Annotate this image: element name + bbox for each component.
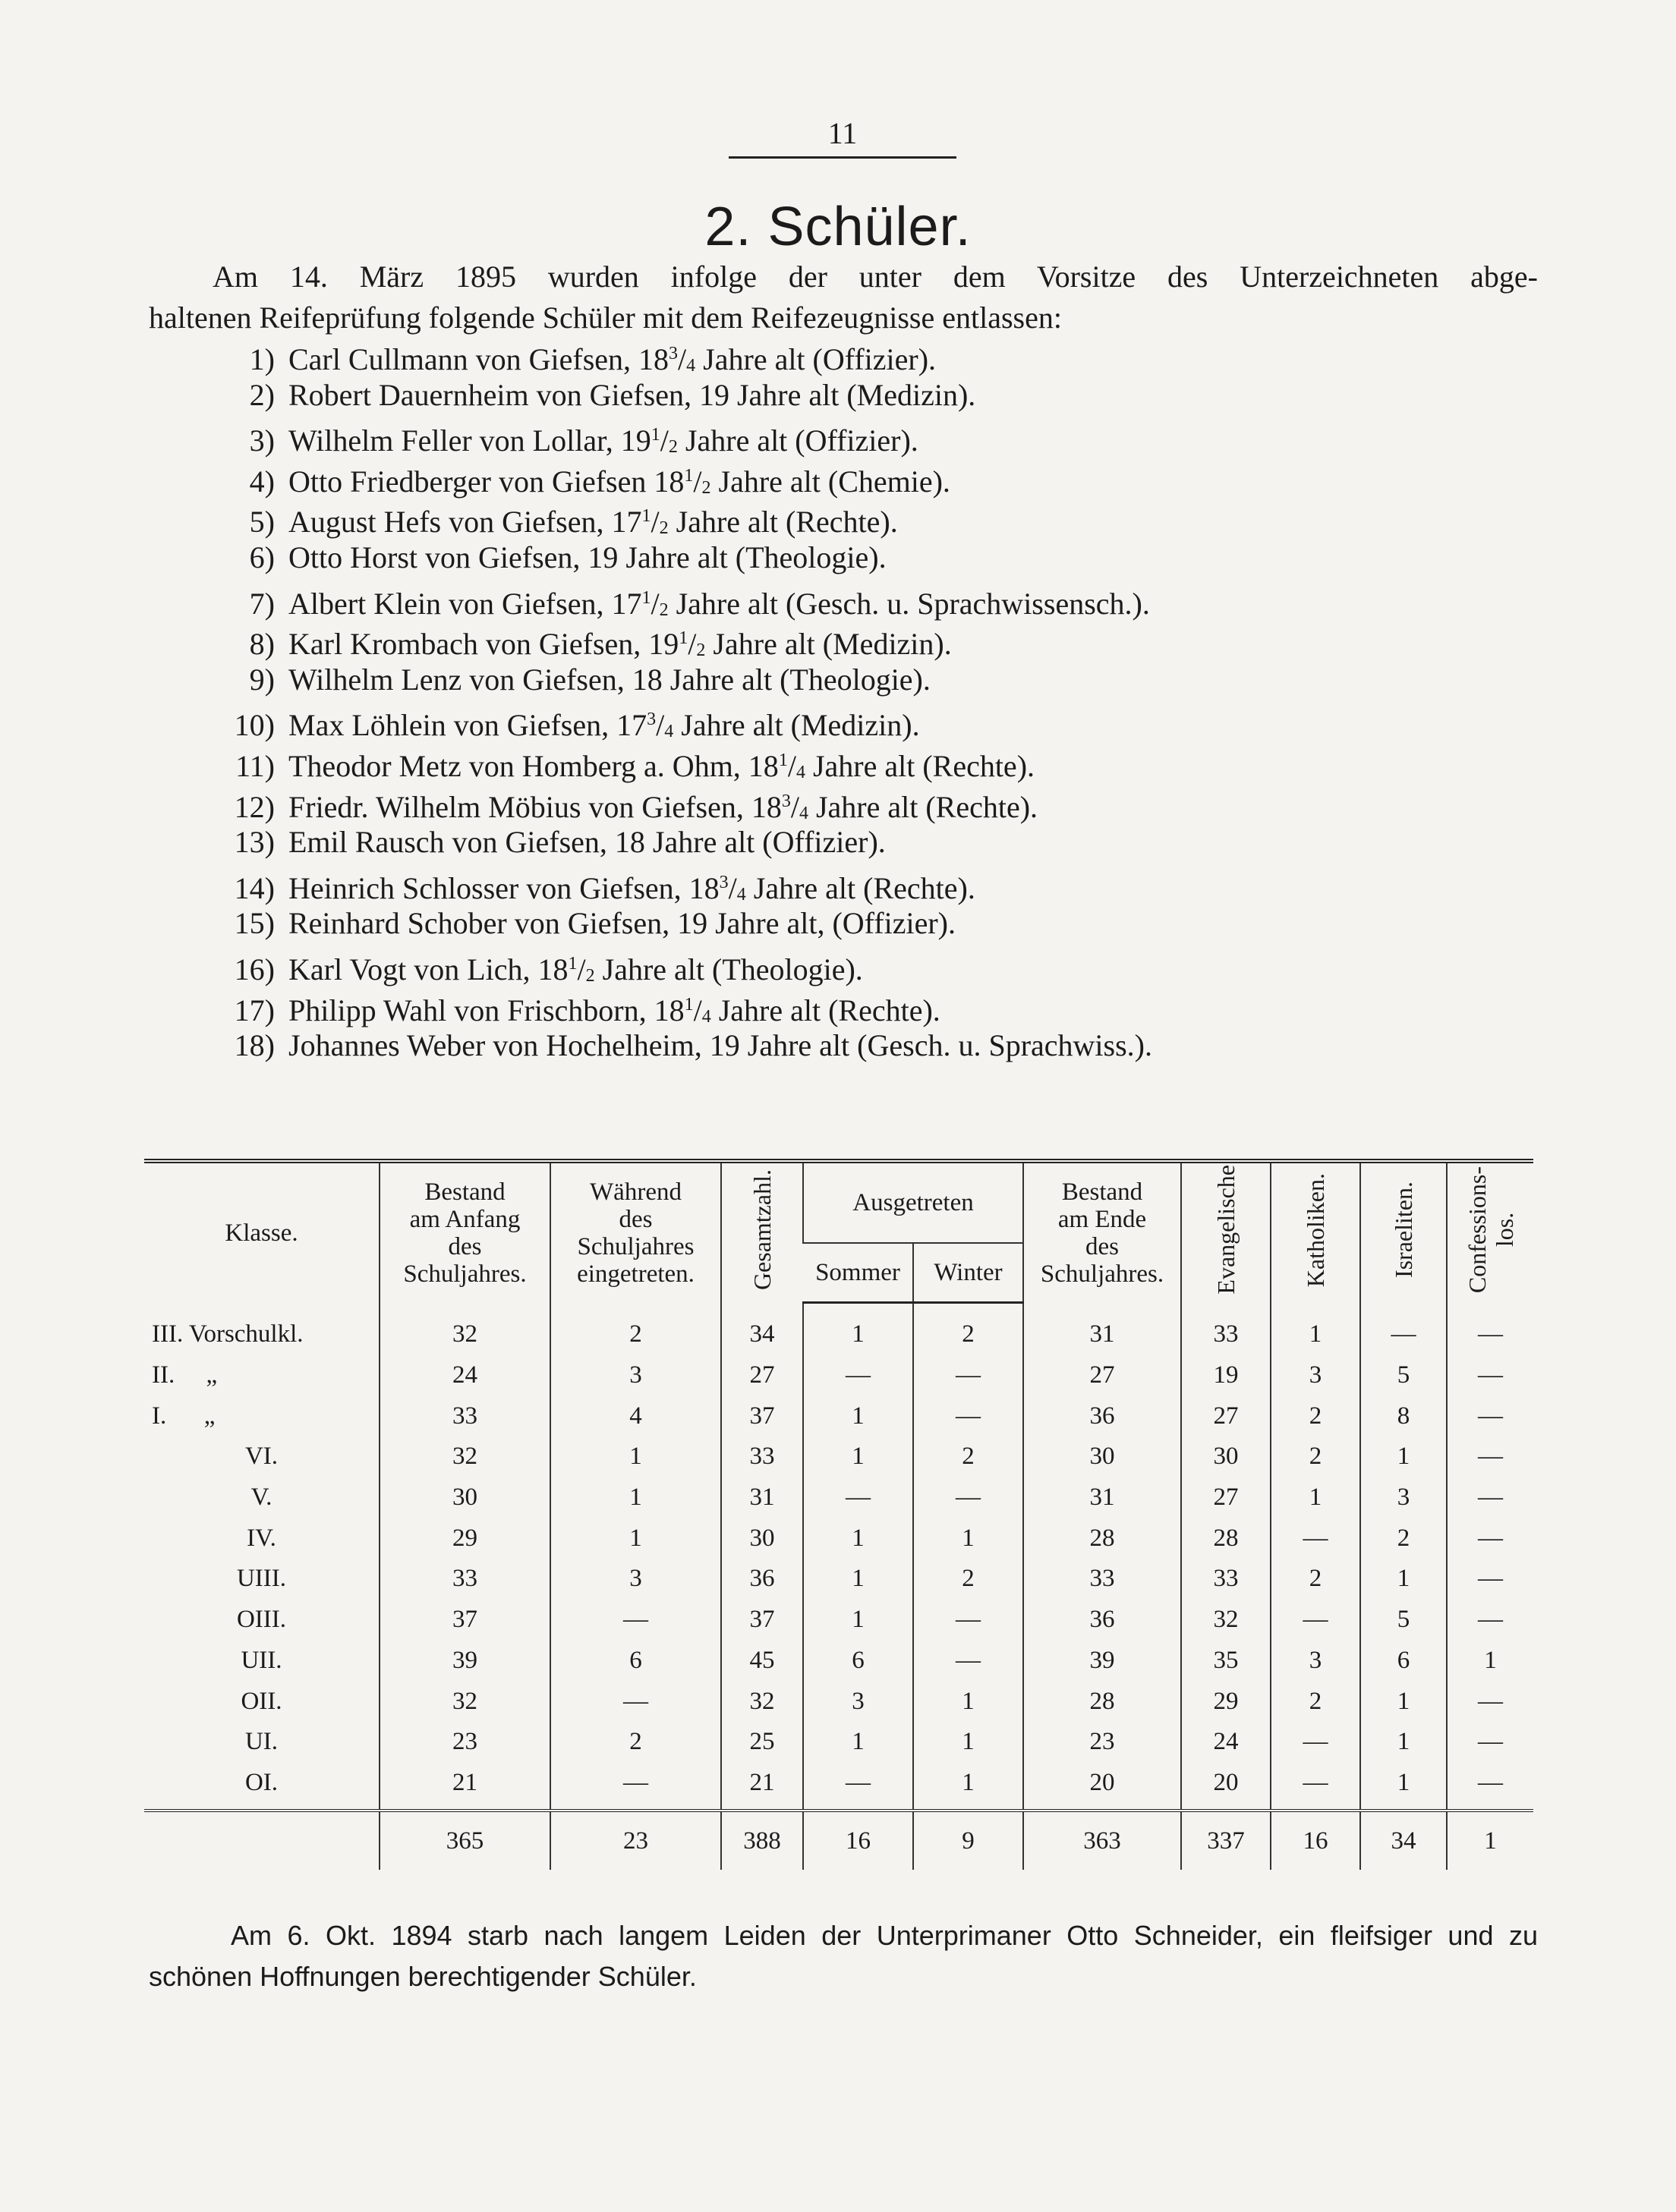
- fraction-numerator: 1: [684, 465, 694, 486]
- cell-kath: —: [1271, 1600, 1360, 1641]
- cell-anfang: 32: [380, 1436, 550, 1477]
- cell-eingetreten: 1: [550, 1436, 721, 1477]
- graduate-item: [249, 618, 1579, 662]
- cell-anfang: 32: [380, 1303, 550, 1355]
- graduate-text-rest: Jahre alt (Medizin).: [705, 627, 952, 662]
- total-eingetreten: 23: [550, 1811, 721, 1870]
- cell-eingetreten: 1: [550, 1518, 721, 1559]
- graduate-text: Philipp Wahl von Frischborn, 18: [288, 993, 685, 1027]
- graduate-number: 12): [234, 789, 275, 824]
- fraction-numerator: 3: [719, 872, 729, 892]
- fraction-denominator: 4: [701, 1006, 711, 1027]
- graduate-text-rest: Jahre alt (Rechte).: [808, 789, 1038, 824]
- fraction-denominator: 2: [696, 640, 706, 661]
- cell-kath: 3: [1271, 1355, 1360, 1396]
- fraction-slash: /: [678, 342, 687, 376]
- cell-anfang: 24: [380, 1355, 550, 1396]
- fraction-slash: /: [693, 464, 702, 499]
- cell-winter: 1: [913, 1763, 1023, 1811]
- header-gesamtzahl: Gesamtzahl.: [721, 1161, 803, 1303]
- graduate-text-rest: Jahre alt (Gesch. u. Sprachwissensch.).: [668, 586, 1150, 621]
- total-katholiken: 16: [1271, 1811, 1360, 1870]
- footnote-line-1: Am 6. Okt. 1894 starb nach langem Leiden der Unterprimaner Otto Schneider, ein fleifsiger und zu: [231, 1920, 1538, 1951]
- cell-klasse: I. „: [152, 1402, 216, 1430]
- graduate-text-rest: Jahre alt (Rechte).: [745, 870, 975, 905]
- cell-winter: 1: [913, 1518, 1023, 1559]
- table-row: [144, 1559, 1533, 1600]
- cell-ev: 30: [1181, 1436, 1271, 1477]
- graduate-item: [234, 822, 1579, 863]
- graduate-text: August Hefs von Giefsen, 17: [288, 505, 642, 540]
- cell-anfang: 37: [380, 1600, 550, 1641]
- graduate-text: Otto Friedberger von Giefsen 18: [288, 464, 685, 499]
- graduate-number: 10): [234, 708, 275, 743]
- graduate-text: Karl Krombach von Giefsen, 19: [288, 627, 679, 662]
- graduate-number: 2): [249, 377, 275, 412]
- header-evangelische: Evangelische: [1181, 1161, 1271, 1303]
- cell-ev: 27: [1181, 1395, 1271, 1436]
- graduate-text: Wilhelm Lenz von Giefsen, 18 Jahre alt (Theologie).: [288, 662, 931, 697]
- cell-ev: 32: [1181, 1600, 1271, 1641]
- header-confessionslos: Confessions- los.: [1447, 1161, 1533, 1303]
- graduate-text: Johannes Weber von Hochelheim, 19 Jahre alt (Gesch. u. Sprachwiss.).: [288, 1028, 1152, 1063]
- cell-isr: 1: [1360, 1559, 1447, 1600]
- page-number-rule: [729, 156, 956, 159]
- graduate-text-rest: Jahre alt (Offizier).: [695, 342, 937, 376]
- fraction-numerator: 3: [781, 791, 791, 811]
- cell-ende: 39: [1023, 1641, 1181, 1682]
- graduate-number: 13): [234, 825, 275, 860]
- graduate-item: [234, 985, 1579, 1027]
- header-klasse: Klasse.: [144, 1161, 380, 1303]
- cell-kath: 1: [1271, 1303, 1360, 1355]
- cell-winter: 1: [913, 1722, 1023, 1763]
- cell-gesamt: 31: [721, 1477, 803, 1518]
- fraction-slash: /: [656, 708, 665, 743]
- cell-conf: —: [1447, 1477, 1533, 1518]
- cell-ev: 33: [1181, 1559, 1271, 1600]
- cell-sommer: —: [803, 1477, 913, 1518]
- fraction-numerator: 3: [669, 344, 679, 363]
- fraction-denominator: 4: [664, 722, 674, 742]
- cell-ende: 20: [1023, 1763, 1181, 1811]
- cell-ende: 31: [1023, 1477, 1181, 1518]
- cell-isr: 5: [1360, 1355, 1447, 1396]
- fraction-numerator: 1: [679, 628, 688, 649]
- footnote-line-2: schönen Hoffnungen berechtigender Schüler.: [149, 1961, 697, 1992]
- cell-ev: 19: [1181, 1355, 1271, 1396]
- fraction-denominator: 2: [659, 599, 669, 620]
- table-row: [144, 1681, 1533, 1722]
- cell-winter: 2: [913, 1436, 1023, 1477]
- intro-line-1: Am 14. März 1895 wurden infolge der unter dem Vorsitze des Unterzeichneten abge-: [213, 260, 1538, 294]
- cell-conf: —: [1447, 1436, 1533, 1477]
- cell-gesamt: 34: [721, 1303, 803, 1355]
- cell-gesamt: 30: [721, 1518, 803, 1559]
- fraction-numerator: 1: [568, 953, 578, 974]
- cell-kath: —: [1271, 1763, 1360, 1811]
- cell-ende: 33: [1023, 1559, 1181, 1600]
- graduate-text: Heinrich Schlosser von Giefsen, 18: [288, 870, 720, 905]
- cell-anfang: 33: [380, 1395, 550, 1436]
- cell-anfang: 30: [380, 1477, 550, 1518]
- cell-sommer: 1: [803, 1559, 913, 1600]
- cell-ende: 36: [1023, 1395, 1181, 1436]
- graduate-text: Emil Rausch von Giefsen, 18 Jahre alt (Offizier).: [288, 825, 886, 860]
- total-winter: 9: [913, 1811, 1023, 1870]
- cell-anfang: 39: [380, 1641, 550, 1682]
- page-number: 11: [827, 116, 858, 150]
- table-row: [144, 1722, 1533, 1763]
- cell-sommer: 1: [803, 1303, 913, 1355]
- cell-ende: 28: [1023, 1681, 1181, 1722]
- cell-eingetreten: —: [550, 1681, 721, 1722]
- graduate-item: [235, 741, 1579, 783]
- cell-eingetreten: 1: [550, 1477, 721, 1518]
- total-sommer: 16: [803, 1811, 913, 1870]
- graduate-text: Wilhelm Feller von Lollar, 19: [288, 423, 651, 458]
- header-bestand-ende: Bestand am Ende des Schuljahres.: [1023, 1161, 1181, 1303]
- fraction-denominator: 2: [585, 965, 595, 986]
- cell-kath: 1: [1271, 1477, 1360, 1518]
- cell-anfang: 29: [380, 1518, 550, 1559]
- fraction-numerator: 1: [778, 750, 788, 770]
- header-bestand-anfang: Bestand am Anfang des Schuljahres.: [380, 1161, 550, 1303]
- cell-sommer: 3: [803, 1681, 913, 1722]
- graduate-text: Karl Vogt von Lich, 18: [288, 952, 569, 986]
- cell-anfang: 32: [380, 1681, 550, 1722]
- graduate-item: [234, 1025, 1579, 1066]
- graduate-number: 1): [249, 342, 275, 376]
- fraction-slash: /: [688, 627, 697, 662]
- graduate-number: 8): [249, 627, 275, 662]
- fraction-denominator: 2: [701, 477, 711, 498]
- graduate-number: 9): [249, 662, 275, 697]
- graduate-text: Carl Cullmann von Giefsen, 18: [288, 342, 669, 376]
- fraction-numerator: 1: [684, 994, 694, 1015]
- cell-sommer: 1: [803, 1518, 913, 1559]
- table-row: [144, 1600, 1533, 1641]
- graduate-item: [249, 415, 1579, 458]
- intro-paragraph: [149, 256, 1538, 338]
- graduate-text: Robert Dauernheim von Giefsen, 19 Jahre alt (Medizin).: [288, 377, 976, 412]
- class-statistics: [144, 1159, 1533, 1870]
- table-row: [144, 1303, 1533, 1355]
- cell-klasse: IV.: [247, 1524, 276, 1552]
- cell-eingetreten: 4: [550, 1395, 721, 1436]
- cell-conf: —: [1447, 1303, 1533, 1355]
- cell-conf: 1: [1447, 1641, 1533, 1682]
- graduate-number: 17): [234, 993, 275, 1027]
- fraction-numerator: 1: [641, 587, 651, 608]
- graduate-number: 5): [249, 505, 275, 540]
- cell-anfang: 33: [380, 1559, 550, 1600]
- class-statistics-table: [144, 1159, 1533, 1870]
- cell-conf: —: [1447, 1395, 1533, 1436]
- cell-winter: —: [913, 1355, 1023, 1396]
- cell-ev: 24: [1181, 1722, 1271, 1763]
- cell-gesamt: 25: [721, 1722, 803, 1763]
- graduate-number: 18): [234, 1028, 275, 1063]
- cell-eingetreten: 6: [550, 1641, 721, 1682]
- header-katholiken: Katholiken.: [1271, 1161, 1360, 1303]
- graduate-text-rest: Jahre alt (Rechte).: [668, 505, 898, 540]
- section-title: 2. Schüler.: [704, 197, 972, 257]
- fraction-denominator: 2: [659, 518, 669, 539]
- graduate-text-rest: Jahre alt (Rechte).: [805, 748, 1035, 783]
- graduate-text: Reinhard Schober von Giefsen, 19 Jahre alt, (Offizier).: [288, 906, 956, 941]
- footnote-paragraph: [149, 1915, 1538, 1997]
- graduate-text-rest: Jahre alt (Chemie).: [710, 464, 950, 499]
- cell-isr: 1: [1360, 1436, 1447, 1477]
- fraction-denominator: 2: [668, 437, 678, 458]
- fraction-slash: /: [577, 952, 586, 986]
- cell-klasse: UI.: [244, 1728, 279, 1756]
- total-israeliten: 34: [1360, 1811, 1447, 1870]
- cell-ev: 20: [1181, 1763, 1271, 1811]
- cell-winter: 1: [913, 1681, 1023, 1722]
- cell-isr: 6: [1360, 1641, 1447, 1682]
- cell-klasse: OII.: [241, 1687, 282, 1715]
- header-waehrend-eingetreten: Während des Schuljahres eingetreten.: [550, 1161, 721, 1303]
- cell-isr: 2: [1360, 1518, 1447, 1559]
- intro-line-2: haltenen Reifeprüfung folgende Schüler mit dem Reifezeugnisse entlassen:: [149, 300, 1062, 335]
- cell-klasse: OIII.: [236, 1606, 287, 1634]
- graduate-number: 4): [249, 464, 275, 499]
- cell-winter: 2: [913, 1303, 1023, 1355]
- graduate-item: [234, 944, 1579, 986]
- graduate-item: [249, 537, 1579, 578]
- fraction-slash: /: [651, 586, 660, 621]
- cell-klasse: III. Vorschulkl.: [152, 1320, 304, 1348]
- graduate-text-rest: Jahre alt (Rechte).: [710, 993, 940, 1027]
- fraction-slash: /: [728, 870, 737, 905]
- cell-kath: —: [1271, 1518, 1360, 1559]
- graduate-text: Otto Horst von Giefsen, 19 Jahre alt (Theologie).: [288, 540, 887, 574]
- table-row: [144, 1763, 1533, 1811]
- fraction-numerator: 3: [647, 710, 657, 730]
- cell-conf: —: [1447, 1518, 1533, 1559]
- cell-klasse: UIII.: [236, 1565, 287, 1593]
- cell-conf: —: [1447, 1355, 1533, 1396]
- graduate-item: [249, 578, 1579, 621]
- cell-isr: 8: [1360, 1395, 1447, 1436]
- cell-eingetreten: —: [550, 1600, 721, 1641]
- graduate-item: [249, 456, 1579, 499]
- table-row: [144, 1641, 1533, 1682]
- cell-ende: 36: [1023, 1600, 1181, 1641]
- cell-conf: —: [1447, 1559, 1533, 1600]
- cell-sommer: 1: [803, 1722, 913, 1763]
- cell-sommer: —: [803, 1763, 913, 1811]
- total-klasse: [144, 1811, 380, 1870]
- cell-sommer: 1: [803, 1436, 913, 1477]
- graduate-number: 11): [235, 748, 275, 783]
- graduate-text-rest: Jahre alt (Theologie).: [594, 952, 863, 986]
- cell-winter: —: [913, 1641, 1023, 1682]
- total-ende: 363: [1023, 1811, 1181, 1870]
- cell-gesamt: 27: [721, 1355, 803, 1396]
- graduate-number: 6): [249, 540, 275, 574]
- graduate-number: 15): [234, 906, 275, 941]
- cell-ende: 23: [1023, 1722, 1181, 1763]
- graduate-item: [249, 334, 1579, 376]
- graduate-text: Friedr. Wilhelm Möbius von Giefsen, 18: [288, 789, 782, 824]
- cell-isr: 1: [1360, 1681, 1447, 1722]
- cell-isr: 3: [1360, 1477, 1447, 1518]
- cell-gesamt: 36: [721, 1559, 803, 1600]
- cell-conf: —: [1447, 1600, 1533, 1641]
- cell-gesamt: 21: [721, 1763, 803, 1811]
- fraction-slash: /: [787, 748, 796, 783]
- cell-eingetreten: 2: [550, 1303, 721, 1355]
- graduate-item: [234, 700, 1579, 743]
- table-row: [144, 1436, 1533, 1477]
- header-ausgetreten: Ausgetreten: [803, 1161, 1023, 1243]
- totals-row: [144, 1811, 1533, 1870]
- graduate-text: Albert Klein von Giefsen, 17: [288, 586, 642, 621]
- graduate-item: [234, 782, 1579, 824]
- graduates-list: [234, 334, 1579, 1066]
- graduate-number: 3): [249, 423, 275, 458]
- graduate-item: [234, 863, 1579, 905]
- total-evangelische: 337: [1181, 1811, 1271, 1870]
- fraction-denominator: 4: [736, 884, 746, 905]
- cell-sommer: 6: [803, 1641, 913, 1682]
- cell-conf: —: [1447, 1681, 1533, 1722]
- graduate-item: [234, 903, 1579, 944]
- total-confessionslos: 1: [1447, 1811, 1533, 1870]
- cell-ev: 28: [1181, 1518, 1271, 1559]
- total-gesamt: 388: [721, 1811, 803, 1870]
- cell-winter: —: [913, 1395, 1023, 1436]
- cell-ende: 27: [1023, 1355, 1181, 1396]
- fraction-numerator: 1: [651, 425, 660, 445]
- graduate-number: 7): [249, 586, 275, 621]
- cell-klasse: OI.: [244, 1768, 279, 1796]
- fraction-slash: /: [651, 505, 660, 540]
- graduate-text: Theodor Metz von Homberg a. Ohm, 18: [288, 748, 779, 783]
- table-row: [144, 1355, 1533, 1396]
- cell-klasse: V.: [250, 1484, 273, 1512]
- cell-gesamt: 37: [721, 1600, 803, 1641]
- graduate-item: [249, 659, 1579, 700]
- cell-kath: 2: [1271, 1681, 1360, 1722]
- graduate-number: 16): [234, 952, 275, 986]
- header-sommer: Sommer: [803, 1243, 913, 1303]
- cell-eingetreten: —: [550, 1763, 721, 1811]
- cell-anfang: 21: [380, 1763, 550, 1811]
- fraction-slash: /: [790, 789, 799, 824]
- cell-klasse: VI.: [244, 1443, 279, 1471]
- cell-winter: —: [913, 1477, 1023, 1518]
- header-winter: Winter: [913, 1243, 1023, 1303]
- cell-klasse: II. „: [152, 1361, 218, 1389]
- fraction-slash: /: [660, 423, 669, 458]
- graduate-text-rest: Jahre alt (Offizier).: [677, 423, 918, 458]
- graduate-text: Max Löhlein von Giefsen, 17: [288, 708, 647, 743]
- cell-gesamt: 33: [721, 1436, 803, 1477]
- cell-isr: 1: [1360, 1722, 1447, 1763]
- graduate-item: [249, 375, 1579, 416]
- cell-kath: 2: [1271, 1395, 1360, 1436]
- cell-sommer: 1: [803, 1600, 913, 1641]
- cell-winter: —: [913, 1600, 1023, 1641]
- total-anfang: 365: [380, 1811, 550, 1870]
- graduate-text-rest: Jahre alt (Medizin).: [673, 708, 920, 743]
- fraction-denominator: 4: [795, 762, 805, 782]
- graduate-item: [249, 496, 1579, 540]
- cell-ende: 28: [1023, 1518, 1181, 1559]
- cell-sommer: 1: [803, 1395, 913, 1436]
- table-row: [144, 1395, 1533, 1436]
- cell-isr: 1: [1360, 1763, 1447, 1811]
- cell-kath: 3: [1271, 1641, 1360, 1682]
- cell-gesamt: 37: [721, 1395, 803, 1436]
- fraction-slash: /: [693, 993, 702, 1027]
- table-row: [144, 1518, 1533, 1559]
- cell-conf: —: [1447, 1722, 1533, 1763]
- cell-ev: 33: [1181, 1303, 1271, 1355]
- cell-sommer: —: [803, 1355, 913, 1396]
- cell-ev: 27: [1181, 1477, 1271, 1518]
- cell-kath: —: [1271, 1722, 1360, 1763]
- graduate-number: 14): [234, 870, 275, 905]
- cell-isr: 5: [1360, 1600, 1447, 1641]
- cell-winter: 2: [913, 1559, 1023, 1600]
- cell-klasse: UII.: [241, 1646, 282, 1674]
- cell-eingetreten: 3: [550, 1559, 721, 1600]
- cell-anfang: 23: [380, 1722, 550, 1763]
- cell-kath: 2: [1271, 1559, 1360, 1600]
- cell-eingetreten: 3: [550, 1355, 721, 1396]
- cell-isr: —: [1360, 1303, 1447, 1355]
- table-row: [144, 1477, 1533, 1518]
- fraction-denominator: 4: [686, 356, 696, 376]
- cell-eingetreten: 2: [550, 1722, 721, 1763]
- cell-ev: 35: [1181, 1641, 1271, 1682]
- fraction-numerator: 1: [641, 506, 651, 527]
- cell-conf: —: [1447, 1763, 1533, 1811]
- cell-ende: 30: [1023, 1436, 1181, 1477]
- cell-gesamt: 32: [721, 1681, 803, 1722]
- cell-ev: 29: [1181, 1681, 1271, 1722]
- cell-ende: 31: [1023, 1303, 1181, 1355]
- header-israeliten: Israeliten.: [1360, 1161, 1447, 1303]
- fraction-denominator: 4: [799, 803, 808, 823]
- cell-kath: 2: [1271, 1436, 1360, 1477]
- cell-gesamt: 45: [721, 1641, 803, 1682]
